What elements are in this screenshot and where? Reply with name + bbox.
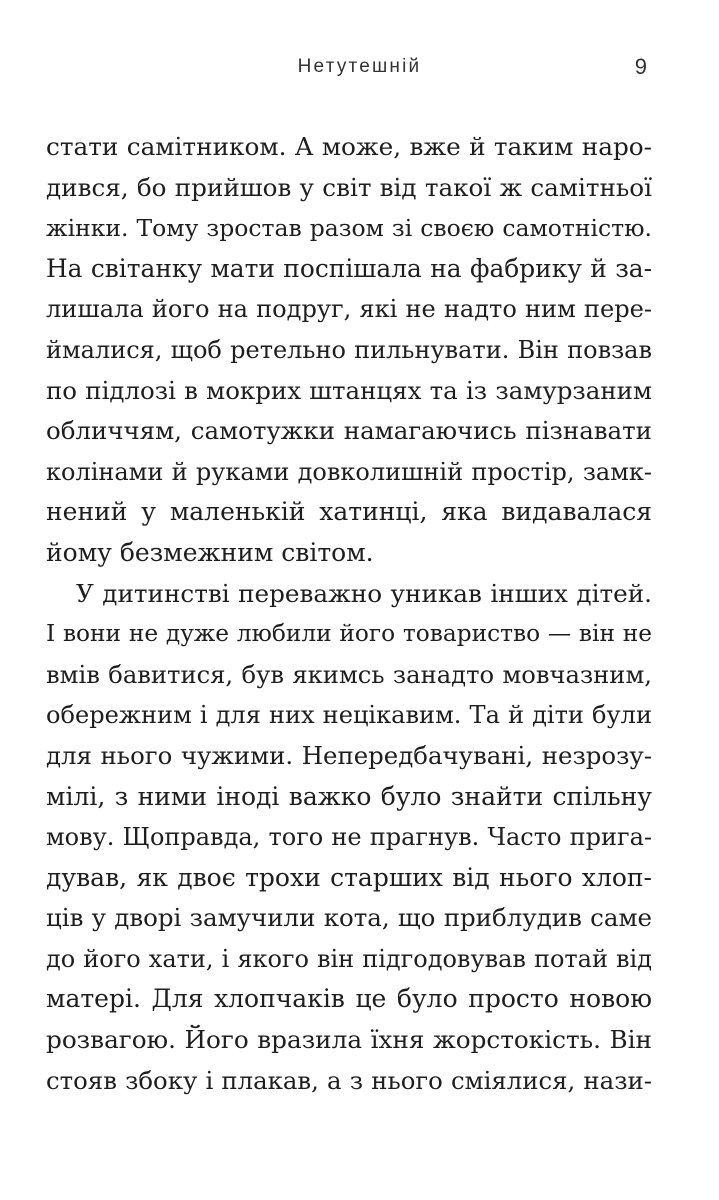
text-line: нений у маленькій хатинці, яка видавалася — [46, 497, 652, 527]
text-line: колінами й руками довколишній простір, замк- — [46, 457, 652, 486]
body-text — [46, 127, 652, 1101]
text-line: лишала його на подруг, які не надто ним пере- — [46, 295, 652, 324]
text-line: для нього чужими. Непередбачувані, незрозу- — [46, 740, 652, 770]
text-line: до його хати, і якого він підгодовував потай від — [46, 944, 652, 973]
paragraph-1 — [46, 127, 652, 574]
text-line: обережним і для них нецікавим. Та й діти були — [46, 701, 652, 730]
text-line: ймалися, щоб ретельно пильнувати. Він повзав — [46, 335, 652, 364]
text-line: вмів бавитися, був якимсь занадто мовчазним, — [46, 660, 652, 689]
text-line: дився, бо прийшов у світ від такої ж самітньої — [46, 172, 652, 202]
text-line: стати самітником. А може, вже й таким наро- — [46, 132, 652, 161]
text-line: дував, як двоє трохи старших від нього хлоп- — [46, 862, 652, 892]
text-line: матері. Для хлопчаків це було просто новою — [46, 984, 652, 1014]
text-line: У дитинстві переважно уникав інших дітей. — [76, 578, 652, 608]
running-title: Нетутешній — [297, 56, 422, 77]
text-line: І вони не дуже любили його товариство — він не — [46, 620, 652, 648]
text-line: жінки. Тому зростав разом зі своєю самотністю. — [46, 214, 652, 243]
text-line: мілі, з ними іноді важко було знайти спільну — [46, 781, 652, 811]
text-line: стояв збоку і плакав, а з нього сміялися, нази- — [46, 1065, 652, 1095]
running-header — [0, 56, 719, 84]
text-line: обличчям, самотужки намагаючись пізнавати — [46, 416, 652, 446]
text-line: мову. Щоправда, того не прагнув. Часто прига- — [46, 823, 652, 852]
text-line: На світанку мати поспішала на фабрику й за- — [46, 253, 652, 283]
page-number: 9 — [634, 54, 647, 79]
paragraph-2 — [46, 574, 652, 1102]
text-line: ців у дворі замучили кота, що приблудив саме — [46, 903, 652, 933]
text-line: розвагою. Його вразила їхня жорстокість. Він — [46, 1025, 652, 1055]
text-line: по підлозі в мокрих штанцях та із замурзаним — [46, 375, 652, 405]
text-line: йому безмежним світом. — [46, 537, 374, 567]
